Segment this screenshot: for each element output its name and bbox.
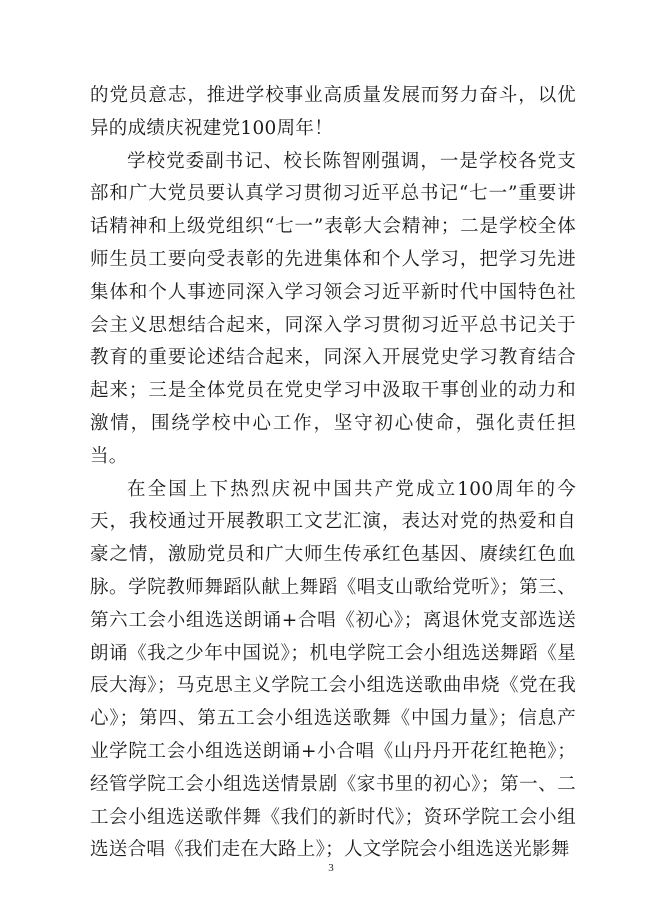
- paragraph-continuation: 的党员意志，推进学校事业高质量发展而努力奋斗，以优异的成绩庆祝建党100周年！: [90, 85, 576, 139]
- page-number: 3: [328, 862, 334, 874]
- paragraph-principal-remarks: 学校党委副书记、校长陈智刚强调，一是学校各党支部和广大党员要认真学习贯彻习近平总书记“七一”重要讲话精神和上级党组织“七一”表彰大会精神；二是学校全体师生员工要向受表彰的先进集体和个人学习，把学习先进集体和个人事迹同深入学习领会习近平新时代中国特色社会主义思想结合起来，同深入学习贯彻习近平总书记关于教育的重要论述结合起来，同深入开展党史学习教育结合起来；三是全体党员在党史学习中汲取干事创业的动力和激情，围绕学校中心工作，坚守初心使命，强化责任担当。: [90, 150, 576, 467]
- paragraph-performance-program: 在全国上下热烈庆祝中国共产党成立100周年的今天，我校通过开展教职工文艺汇演，表达对党的热爱和自豪之情，激励党员和广大师生传承红色基因、赓续红色血脉。学院教师舞蹈队献上舞蹈《唱支山歌给党听》；第三、第六工会小组选送朗诵+合唱《初心》；离退休党支部选送朗诵《我之少年中国说》；机电学院工会小组选送舞蹈《星辰大海》；马克思主义学院工会小组选送歌曲串烧《党在我心》；第四、第五工会小组选送歌舞《中国力量》；信息产业学院工会小组选送朗诵+小合唱《山丹丹开花红艳艳》；经管学院工会小组选送情景剧《家书里的初心》；第一、二工会小组选送歌伴舞《我们的新时代》；资环学院工会小组选送合唱《我们走在大路上》；人文学院会小组选送光影舞: [90, 478, 576, 861]
- document-body: [90, 80, 576, 867]
